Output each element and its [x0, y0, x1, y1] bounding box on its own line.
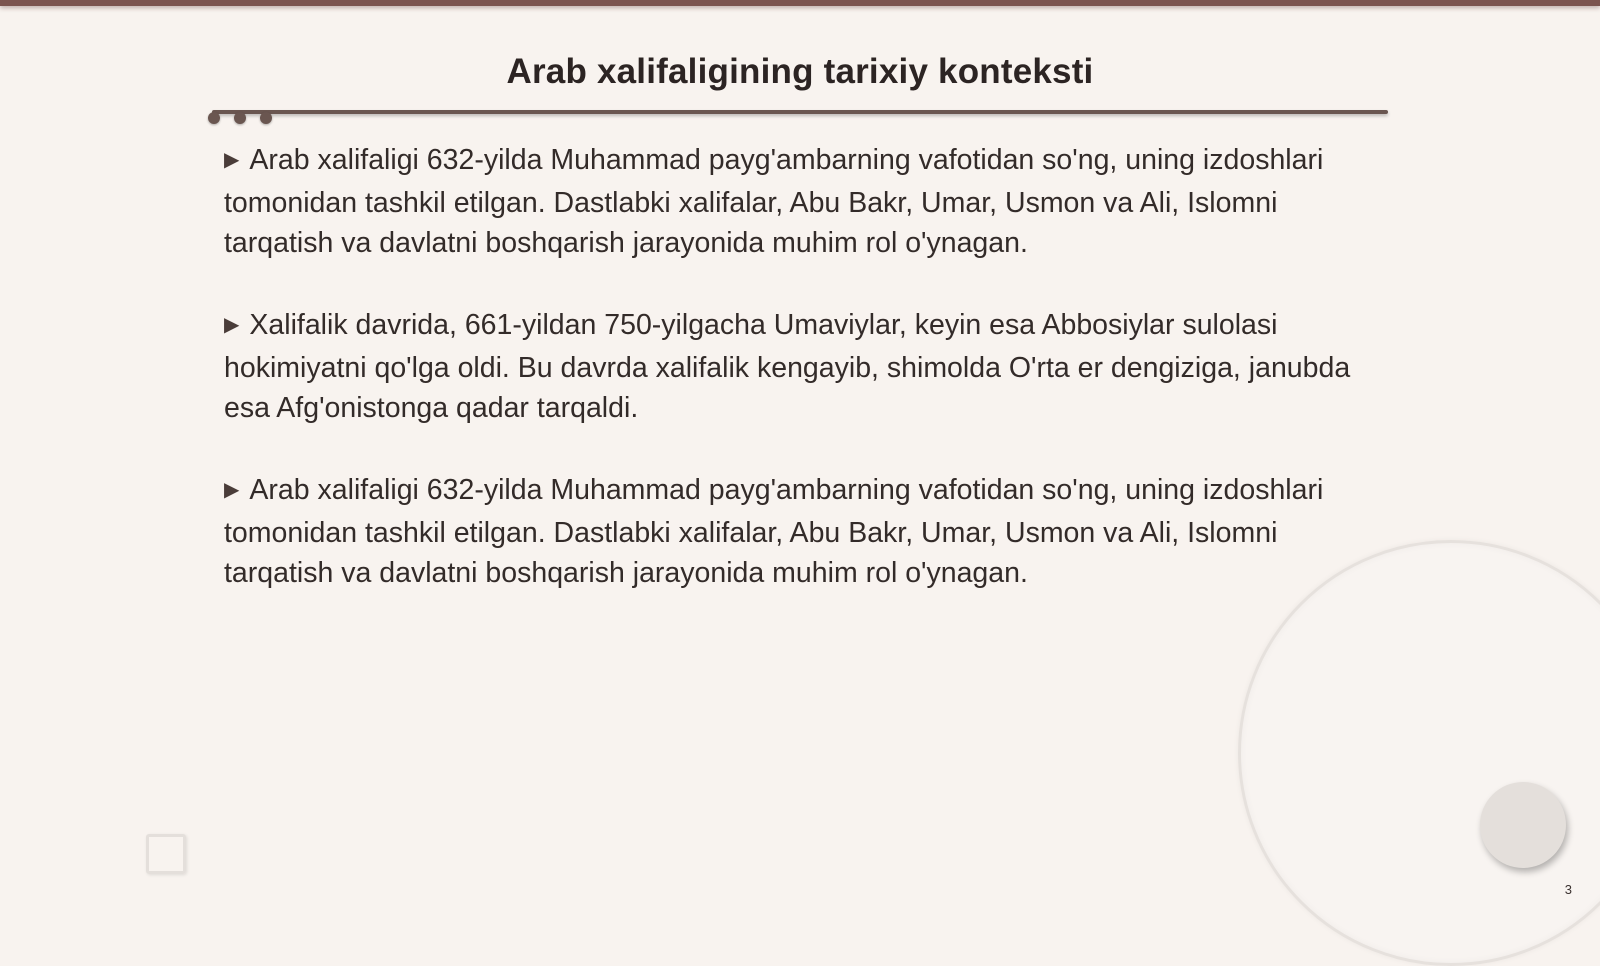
bullet-text-1: Arab xalifaligi 632-yilda Muhammad payg'ambarning vafotidan so'ng, uning izdoshlari tomonidan tashkil etilgan. Dastlabki xalifalar, Abu Bakr, Umar, Usmon va Ali, Islomni tarqatish va davlatni boshqarish jarayonida muhim rol o'ynagan.	[224, 144, 1324, 259]
bullet-item-1	[224, 140, 1364, 263]
underline-dot-3	[260, 112, 272, 124]
bullet-arrow-icon: ▶	[224, 479, 240, 501]
bullet-text-2: Xalifalik davrida, 661-yildan 750-yilgacha Umaviylar, keyin esa Abbosiylar sulolasi hokimiyatni qo'lga oldi. Bu davrda xalifalik kengayib, shimolda O'rta er dengiziga, janubda esa Afg'onistonga qadar tarqaldi.	[224, 309, 1351, 424]
slide-title: Arab xalifaligining tarixiy konteksti	[506, 52, 1094, 91]
bullet-item-2	[224, 305, 1364, 428]
slide-content	[224, 140, 1364, 635]
decorative-square	[146, 834, 186, 874]
slide-page-number: 3	[1564, 882, 1572, 897]
title-underline	[212, 110, 1388, 114]
bullet-item-3	[224, 470, 1364, 593]
underline-dot-2	[234, 112, 246, 124]
underline-dot-1	[208, 112, 220, 124]
bullet-arrow-icon: ▶	[224, 149, 240, 171]
bullet-text-3: Arab xalifaligi 632-yilda Muhammad payg'ambarning vafotidan so'ng, uning izdoshlari tomonidan tashkil etilgan. Dastlabki xalifalar, Abu Bakr, Umar, Usmon va Ali, Islomni tarqatish va davlatni boshqarish jarayonida muhim rol o'ynagan.	[224, 474, 1324, 589]
decorative-knob	[1480, 782, 1566, 868]
top-accent-bar	[0, 0, 1600, 6]
bullet-arrow-icon: ▶	[224, 314, 240, 336]
